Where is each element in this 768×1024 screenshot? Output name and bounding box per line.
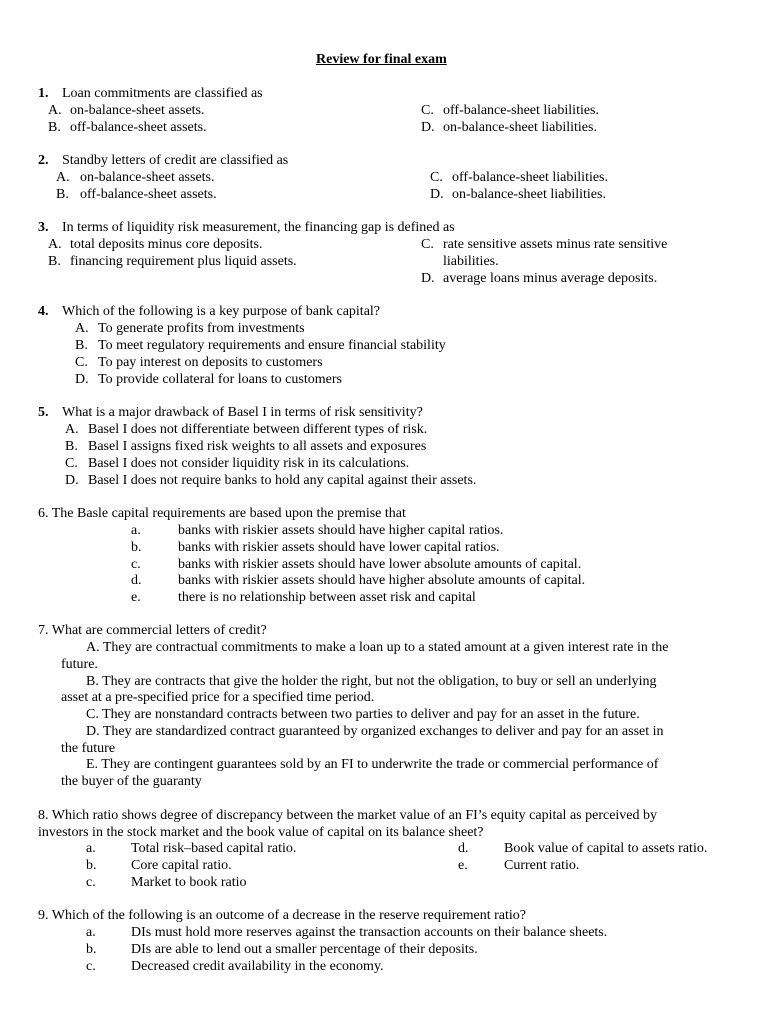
- option-d: D. They are standardized contract guaranteed by organized exchanges to deliver and pay for an asset in: [86, 724, 664, 739]
- option-letter: C.: [421, 103, 434, 118]
- option-d: Book value of capital to assets ratio.: [504, 841, 708, 856]
- option-letter: A.: [65, 422, 79, 437]
- question-number: 1.: [38, 86, 49, 101]
- option-letter: a.: [86, 841, 96, 856]
- option-c: rate sensitive assets minus rate sensitive: [443, 237, 668, 252]
- option-letter: d.: [458, 841, 469, 856]
- option-b: banks with riskier assets should have lower capital ratios.: [178, 540, 500, 555]
- option-letter: A.: [48, 103, 62, 118]
- option-letter: A.: [75, 321, 89, 336]
- question-stem: Which of the following is a key purpose of bank capital?: [62, 304, 381, 319]
- option-d: on-balance-sheet liabilities.: [443, 120, 597, 135]
- option-letter: D.: [65, 473, 79, 488]
- option-b: Core capital ratio.: [131, 858, 232, 873]
- question-stem: What is a major drawback of Basel I in terms of risk sensitivity?: [62, 405, 423, 420]
- option-a: on-balance-sheet assets.: [70, 103, 205, 118]
- question-stem: In terms of liquidity risk measurement, the financing gap is defined as: [62, 220, 455, 235]
- question-stem: 6. The Basle capital requirements are based upon the premise that: [38, 506, 406, 521]
- option-letter: B.: [56, 187, 69, 202]
- option-b: To meet regulatory requirements and ensure financial stability: [98, 338, 446, 353]
- option-letter: c.: [86, 959, 96, 974]
- option-letter: B.: [48, 120, 61, 135]
- option-d: Basel I does not require banks to hold any capital against their assets.: [88, 473, 477, 488]
- option-letter: b.: [86, 858, 97, 873]
- option-a: To generate profits from investments: [98, 321, 305, 336]
- option-letter: C.: [65, 456, 78, 471]
- option-letter: a.: [131, 523, 141, 538]
- question-stem: 9. Which of the following is an outcome of a decrease in the reserve requirement ratio?: [38, 908, 526, 923]
- option-c: off-balance-sheet liabilities.: [452, 170, 609, 185]
- option-letter: c.: [131, 557, 141, 572]
- option-b: financing requirement plus liquid assets.: [70, 254, 297, 269]
- option-b: B. They are contracts that give the holder the right, but not the obligation, to buy or sell an underlying: [86, 674, 657, 689]
- option-c: C. They are nonstandard contracts between two parties to deliver and pay for an asset in the future.: [86, 707, 640, 722]
- option-d: banks with riskier assets should have higher absolute amounts of capital.: [178, 573, 586, 588]
- option-letter: d.: [131, 573, 142, 588]
- option-letter: c.: [86, 875, 96, 890]
- option-a-continued: future.: [61, 657, 98, 672]
- option-letter: A.: [48, 237, 62, 252]
- question-number: 5.: [38, 405, 49, 420]
- option-e: E. They are contingent guarantees sold by an FI to underwrite the trade or commercial performance of: [86, 757, 659, 772]
- option-d: To provide collateral for loans to customers: [98, 372, 342, 387]
- question-stem: 7. What are commercial letters of credit?: [38, 623, 267, 638]
- option-c: Decreased credit availability in the economy.: [131, 959, 384, 974]
- option-letter: B.: [65, 439, 78, 454]
- option-c: Market to book ratio: [131, 875, 247, 890]
- option-b: Basel I assigns fixed risk weights to all assets and exposures: [88, 439, 427, 454]
- option-letter: e.: [131, 590, 141, 605]
- question-stem: Loan commitments are classified as: [62, 86, 263, 101]
- option-letter: C.: [421, 237, 434, 252]
- option-a: DIs must hold more reserves against the transaction accounts on their balance sheets.: [131, 925, 608, 940]
- option-letter: D.: [421, 271, 435, 286]
- question-stem: 8. Which ratio shows degree of discrepancy between the market value of an FI’s equity capital as perceived by: [38, 808, 658, 823]
- option-b: off-balance-sheet assets.: [80, 187, 217, 202]
- option-c: To pay interest on deposits to customers: [98, 355, 323, 370]
- option-letter: D.: [75, 372, 89, 387]
- option-d: on-balance-sheet liabilities.: [452, 187, 606, 202]
- option-a: banks with riskier assets should have higher capital ratios.: [178, 523, 504, 538]
- option-letter: C.: [75, 355, 88, 370]
- question-stem: Standby letters of credit are classified as: [62, 153, 289, 168]
- question-stem-continued: investors in the stock market and the book value of capital on its balance sheet?: [38, 825, 484, 840]
- option-d-continued: the future: [61, 741, 116, 756]
- option-letter: B.: [48, 254, 61, 269]
- option-letter: B.: [75, 338, 88, 353]
- option-b: off-balance-sheet assets.: [70, 120, 207, 135]
- option-letter: a.: [86, 925, 96, 940]
- option-a: Total risk–based capital ratio.: [131, 841, 297, 856]
- option-e-continued: the buyer of the guaranty: [61, 774, 202, 789]
- option-c: off-balance-sheet liabilities.: [443, 103, 600, 118]
- option-d: average loans minus average deposits.: [443, 271, 658, 286]
- option-letter: e.: [458, 858, 468, 873]
- page-title: Review for final exam: [316, 52, 447, 67]
- option-c: Basel I does not consider liquidity risk in its calculations.: [88, 456, 410, 471]
- option-letter: C.: [430, 170, 443, 185]
- option-e: there is no relationship between asset risk and capital: [178, 590, 476, 605]
- option-a: on-balance-sheet assets.: [80, 170, 215, 185]
- option-a: Basel I does not differentiate between different types of risk.: [88, 422, 428, 437]
- option-e: Current ratio.: [504, 858, 580, 873]
- option-letter: A.: [56, 170, 70, 185]
- option-b: DIs are able to lend out a smaller percentage of their deposits.: [131, 942, 478, 957]
- option-a: A. They are contractual commitments to make a loan up to a stated amount at a given interest rate in the: [86, 640, 669, 655]
- option-letter: b.: [131, 540, 142, 555]
- question-number: 3.: [38, 220, 49, 235]
- option-c-continued: liabilities.: [443, 254, 499, 269]
- option-letter: D.: [421, 120, 435, 135]
- option-b-continued: asset at a pre-specified price for a specified time period.: [61, 690, 375, 705]
- question-number: 2.: [38, 153, 49, 168]
- question-number: 4.: [38, 304, 49, 319]
- option-c: banks with riskier assets should have lower absolute amounts of capital.: [178, 557, 582, 572]
- option-letter: D.: [430, 187, 444, 202]
- option-letter: b.: [86, 942, 97, 957]
- option-a: total deposits minus core deposits.: [70, 237, 263, 252]
